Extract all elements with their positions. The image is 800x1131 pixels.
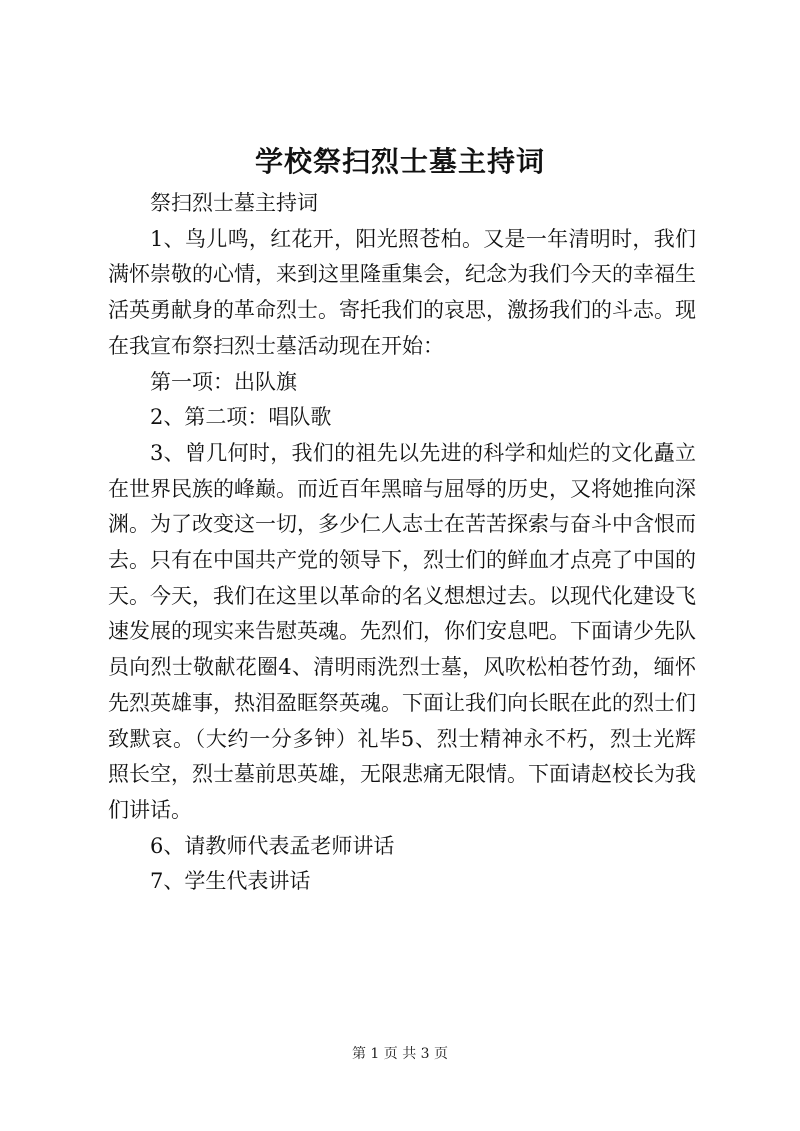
document-body xyxy=(108,186,696,900)
paragraph-item-song: 2、第二项：唱队歌 xyxy=(150,405,332,430)
paragraph-item-flag: 第一项：出队旗 xyxy=(150,369,297,394)
page-number-footer: 第 1 页 共 3 页 xyxy=(351,1046,449,1062)
document-title: 学校祭扫烈士墓主持词 xyxy=(254,145,545,178)
paragraph-opening: 1、鸟儿鸣，红花开，阳光照苍柏。又是一年清明时，我们满怀崇敬的心情，来到这里隆重集会，纪念为我们今天的幸福生活英勇献身的革命烈士。寄托我们的哀思，激扬我们的斗志。现在我宣布祭扫烈士墓活动现在开始： xyxy=(108,226,696,358)
paragraph-teacher-speech: 6、请教师代表孟老师讲话 xyxy=(150,833,395,858)
paragraph-student-speech: 7、学生代表讲话 xyxy=(150,869,311,894)
paragraph-main-speech: 3、曾几何时，我们的祖先以先进的科学和灿烂的文化矗立在世界民族的峰巅。而近百年黑暗与屈辱的历史，又将她推向深渊。为了改变这一切，多少仁人志士在苦苦探索与奋斗中含恨而去。只有在中国共产党的领导下，烈士们的鲜血才点亮了中国的天。今天，我们在这里以革命的名义想想过去。以现代化建设飞速发展的现实来告慰英魂。先烈们，你们安息吧。下面请少先队员向烈士敬献花圈4、清明雨洗烈士墓，风吹松柏苍竹劲，缅怀先烈英雄事，热泪盈眶祭英魂。下面让我们向长眠在此的烈士们致默哀。（大约一分多钟）礼毕5、烈士精神永不朽，烈士光辉照长空，烈士墓前思英雄，无限悲痛无限情。下面请赵校长为我们讲话。 xyxy=(108,440,696,822)
paragraph-subtitle: 祭扫烈士墓主持词 xyxy=(150,191,318,215)
